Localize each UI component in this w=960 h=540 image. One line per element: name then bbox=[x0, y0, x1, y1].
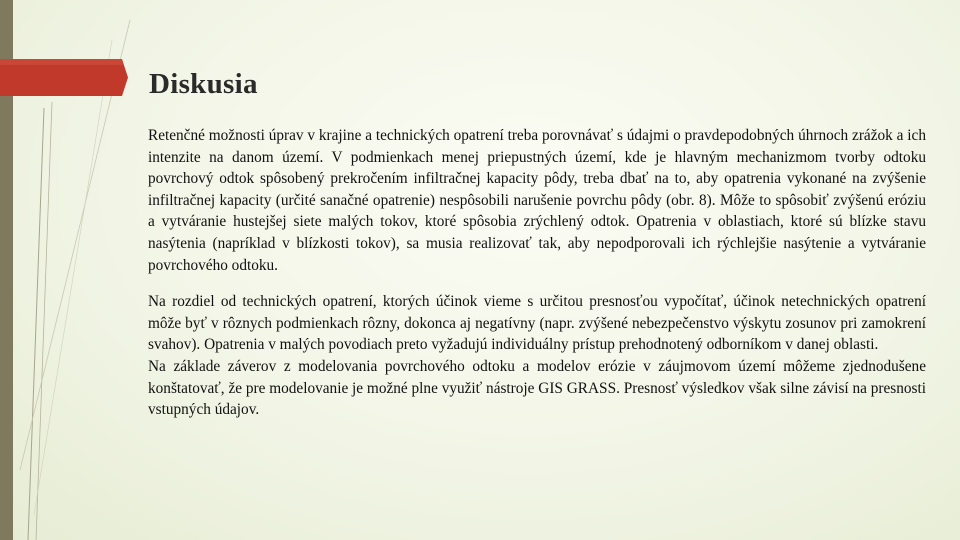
paragraph: Na rozdiel od technických opatrení, ktorých účinok vieme s určitou presnosťou vypočítať, účinok netechnických opatrení môže byť v rôznych podmienkach rôzny, dokonca aj negatívny (napr. zvýšené nebezpečenstvo výskytu zosunov pri zamokrení svahov). Opatrenia v malých povodiach preto vyžadujú individuálny prístup prehodnotený odborníkom v danej oblasti. bbox=[148, 293, 926, 354]
paragraph: Na základe záverov z modelovania povrchového odtoku a modelov erózie v záujmovom území môžeme zjednodušene konštatovať, že pre modelovanie je možné plne využiť nástroje GIS GRASS. Presnosť výsledkov však silne závisí na presnosti vstupných údajov. bbox=[148, 357, 926, 419]
page-title: Diskusia bbox=[149, 68, 258, 100]
slide-body bbox=[148, 125, 926, 421]
title-accent-tab bbox=[0, 59, 128, 96]
paragraph: Retenčné možnosti úprav v krajine a technických opatrení treba porovnávať s údajmi o pravdepodobných úhrnoch zrážok a ich intenzite na danom území. V podmienkach menej priepustných území, kde je hlavným mechanizmom tvorby odtoku povrchový odtok spôsobený prekročením infiltračnej kapacity pôdy, treba dbať na to, aby opatrenia vykonané na zvýšenie infiltračnej kapacity (určité sanačné opatrenie) nespôsobili narušenie povrchu pôdy (obr. 8). Môže to spôsobiť zvýšenú eróziu a vytváranie hustejšej siete malých tokov, ktoré spôsobia zrýchlený odtok. Opatrenia v oblastiach, ktoré sú blízke stavu nasýtenia (napríklad v blízkosti tokov), sa musia realizovať tak, aby nepodporovali ich rýchlejšie nasýtenie a vytváranie povrchového odtoku. bbox=[148, 127, 926, 274]
